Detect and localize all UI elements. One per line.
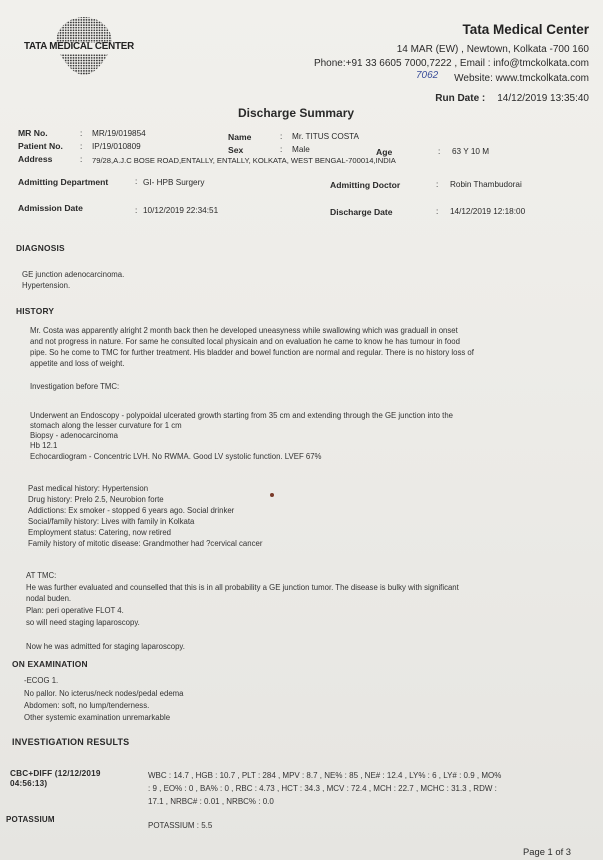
handwritten-note: 7062 (416, 70, 439, 81)
sex-value: Male (292, 145, 310, 154)
history-line: pipe. So he come to TMC for further treatment. His bladder and bowel function are normal and regular. There is no history loss of (30, 348, 474, 357)
address-label: Address (18, 154, 53, 164)
investigation-line: Echocardiogram - Concentric LVH. No RWMA. Good LV systolic function. LVEF 67% (30, 452, 322, 461)
admission-date-sep: : (135, 206, 138, 215)
run-date-value: 14/12/2019 13:35:40 (497, 93, 589, 104)
name-sep: : (280, 132, 283, 141)
patient-no-sep: : (80, 142, 83, 151)
investigation-line: stomach along the lesser curvature for 1 cm (30, 421, 182, 430)
examination-line: No pallor. No icterus/neck nodes/pedal edema (24, 689, 184, 698)
tmc-line: nodal buden. (26, 594, 72, 603)
history-heading: HISTORY (16, 306, 55, 316)
hospital-website: Website: www.tmckolkata.com (454, 73, 589, 84)
past-history-line: Drug history: Prelo 2.5, Neurobion forte (28, 495, 164, 504)
history-line: Mr. Costa was apparently alright 2 month back then he developed uneasyness while swallowing which was graduall in onset (30, 326, 458, 335)
cbc-label-time: 04:56:13) (10, 779, 48, 788)
past-history-line: Addictions: Ex smoker - stopped 6 years ago. Social drinker (28, 506, 235, 515)
admitting-doctor-value: Robin Thambudorai (450, 180, 522, 189)
tmc-line: AT TMC: (26, 571, 57, 580)
run-date-label: Run Date : (435, 93, 486, 104)
mr-label: MR No. (18, 128, 48, 138)
discharge-date-value: 14/12/2019 12:18:00 (450, 207, 526, 216)
admitting-doctor-sep: : (436, 180, 439, 189)
potassium-value: POTASSIUM : 5.5 (148, 821, 213, 830)
age-sep: : (438, 147, 441, 156)
document-title: Discharge Summary (238, 106, 355, 120)
discharge-date-label: Discharge Date (330, 207, 393, 217)
history-line: appetite and loss of weight. (30, 359, 125, 368)
mr-sep: : (80, 129, 83, 138)
sex-label: Sex (228, 145, 244, 155)
past-history-line: Employment status: Catering, now retired (28, 528, 172, 537)
examination-heading: ON EXAMINATION (12, 659, 88, 669)
past-history-line: Family history of mitotic disease: Grandmother had ?cervical cancer (28, 539, 263, 548)
past-history-line: Social/family history: Lives with family in Kolkata (28, 517, 195, 526)
investigation-line: Biopsy - adenocarcinoma (30, 431, 118, 440)
hospital-name: Tata Medical Center (462, 22, 589, 37)
diagnosis-line: GE junction adenocarcinoma. (22, 270, 125, 279)
age-label: Age (376, 147, 393, 157)
admitting-dept-value: GI- HPB Surgery (143, 178, 205, 187)
mr-value: MR/19/019854 (92, 129, 146, 138)
cbc-label: CBC+DIFF (12/12/2019 (10, 769, 101, 778)
investigation-before-label: Investigation before TMC: (30, 382, 120, 391)
run-date (435, 93, 589, 104)
investigation-results-heading: INVESTIGATION RESULTS (12, 737, 130, 747)
diagnosis-line: Hypertension. (22, 281, 71, 290)
tmc-line: He was further evaluated and counselled that this is in all probability a GE junction tumor. The disease is bulky with significant (26, 583, 459, 592)
examination-line: Abdomen: soft, no lump/tenderness. (24, 701, 150, 710)
admitted-line: Now he was admitted for staging laparoscopy. (26, 642, 185, 651)
potassium-label: POTASSIUM (6, 815, 55, 824)
investigation-line: Underwent an Endoscopy - polypoidal ulcerated growth starting from 35 cm and extending through the GE junction into the (30, 411, 454, 420)
admitting-dept-label: Admitting Department (18, 177, 109, 187)
patient-no-value: IP/19/010809 (92, 142, 141, 151)
cbc-result-line: WBC : 14.7 , HGB : 10.7 , PLT : 284 , MPV : 8.7 , NE% : 85 , NE# : 12.4 , LY% : 6 , LY# : 0.9 , MO% (148, 771, 502, 780)
admission-date-label: Admission Date (18, 203, 83, 213)
ink-spot (270, 493, 274, 497)
examination-line: Other systemic examination unremarkable (24, 713, 171, 722)
page-number: Page 1 of 3 (523, 846, 571, 857)
tmc-line: so will need staging laparoscopy. (26, 618, 140, 627)
examination-line: -ECOG 1. (24, 676, 59, 685)
hospital-phone-email: Phone:+91 33 6605 7000,7222 , Email : info@tmckolkata.com (313, 58, 589, 69)
diagnosis-heading: DIAGNOSIS (16, 243, 65, 253)
admission-date-value: 10/12/2019 22:34:51 (143, 206, 219, 215)
globe-bottom-icon (54, 54, 114, 84)
cbc-result-line: 17.1 , NRBC# : 0.01 , NRBC% : 0.0 (148, 797, 274, 806)
tmc-line: Plan: peri operative FLOT 4. (26, 606, 124, 615)
history-line: and not progress in nature. For same he consulted local physicain and on evaluation he came to know he has tumour in food (30, 337, 460, 346)
hospital-logo (24, 14, 146, 84)
discharge-date-sep: : (436, 207, 439, 216)
name-label: Name (228, 132, 252, 142)
sex-sep: : (280, 145, 283, 154)
investigation-line: Hb 12.1 (30, 441, 58, 450)
name-value: Mr. TITUS COSTA (292, 132, 360, 141)
past-history-line: Past medical history: Hypertension (28, 484, 149, 493)
patient-no-label: Patient No. (18, 141, 63, 151)
admitting-dept-sep: : (135, 177, 138, 186)
hospital-address: 14 MAR (EW) , Newtown, Kolkata -700 160 (396, 44, 589, 55)
logo-text: TATA MEDICAL CENTER (24, 41, 134, 52)
age-value: 63 Y 10 M (452, 147, 490, 156)
cbc-result-line: : 9 , EO% : 0 , BA% : 0 , RBC : 4.73 , HCT : 34.3 , MCV : 72.4 , MCH : 22.7 , MCHC : 31.3 , RDW : (148, 784, 497, 793)
address-sep: : (80, 155, 83, 164)
admitting-doctor-label: Admitting Doctor (330, 180, 401, 190)
address-value: 79/28,A.J.C BOSE ROAD,ENTALLY, ENTALLY, KOLKATA, WEST BENGAL-700014,INDIA (92, 156, 396, 165)
